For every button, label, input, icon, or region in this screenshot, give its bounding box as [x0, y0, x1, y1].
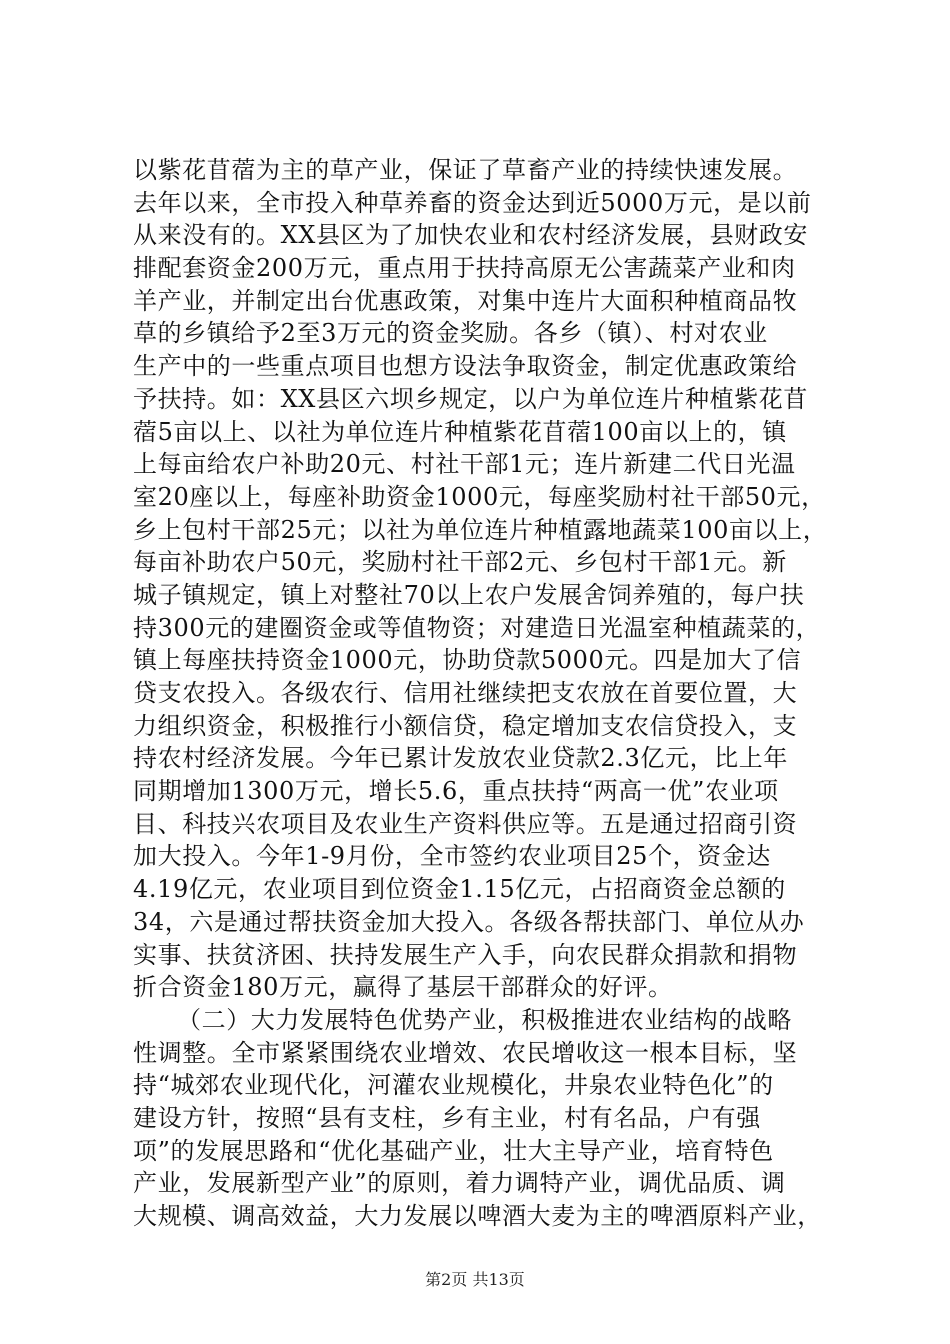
text-line: 镇上每座扶持资金1000元，协助贷款5000元。四是加大了信: [133, 646, 802, 675]
text-line: 城子镇规定，镇上对整社70以上农户发展舍饲养殖的，每户扶: [133, 580, 805, 609]
text-line: 持农村经济发展。今年已累计发放农业贷款2.3亿元，比上年: [133, 744, 788, 773]
text-line: 羊产业，并制定出台优惠政策，对集中连片大面积种植商品牧: [133, 286, 798, 315]
text-line: 折合资金180万元，赢得了基层干部群众的好评。: [133, 973, 673, 1002]
text-line: 目、科技兴农项目及农业生产资料供应等。五是通过招商引资: [133, 809, 798, 838]
text-line: 产业，发展新型产业”的原则，着力调特产业，调优品质、调: [133, 1169, 786, 1198]
paragraph-start-line: （二）大力发展特色优势产业，积极推进农业结构的战略: [177, 1005, 792, 1034]
text-line: 4.19亿元，农业项目到位资金1.15亿元，占招商资金总额的: [133, 875, 786, 904]
text-line: 以紫花苜蓿为主的草产业，保证了草畜产业的持续快速发展。: [133, 156, 798, 184]
text-line: 排配套资金200万元，重点用于扶持高原无公害蔬菜产业和肉: [133, 254, 796, 283]
text-line: 乡上包村干部25元；以社为单位连片种植露地蔬菜100亩以上，: [133, 515, 828, 544]
text-line: 生产中的一些重点项目也想方设法争取资金，制定优惠政策给: [133, 352, 798, 381]
text-line: 同期增加1300万元，增长5.6，重点扶持“两高一优”农业项: [133, 777, 779, 806]
text-line: 从来没有的。XX县区为了加快农业和农村经济发展，县财政安: [133, 221, 808, 250]
text-line: 实事、扶贫济困、扶持发展生产入手，向农民群众捐款和捐物: [133, 940, 798, 969]
text-line: 持“城郊农业现代化，河灌农业规模化，井泉农业特色化”的: [133, 1071, 774, 1100]
body-text: [133, 154, 833, 1233]
text-line: 贷支农投入。各级农行、信用社继续把支农放在首要位置，大: [133, 679, 798, 707]
text-line: 予扶持。如：XX县区六坝乡规定，以户为单位连片种植紫花苜: [133, 384, 808, 413]
text-line: 去年以来，全市投入种草养畜的资金达到近5000万元，是以前: [133, 188, 812, 217]
text-line: 34，六是通过帮扶资金加大投入。各级各帮扶部门、单位从办: [133, 907, 805, 936]
text-line: 每亩补助农户50元，奖励村社干部2元、乡包村干部1元。新: [133, 548, 787, 577]
text-line: 建设方针，按照“县有支柱，乡有主业，村有名品，户有强: [133, 1103, 761, 1132]
text-line: 草的乡镇给予2至3万元的资金奖励。各乡（镇）、村对农业: [133, 319, 768, 348]
text-line: 室20座以上，每座补助资金1000元，每座奖励村社干部50元，: [133, 482, 826, 511]
text-line: 蓿5亩以上、以社为单位连片种植紫花苜蓿100亩以上的，镇: [133, 417, 787, 446]
text-line: 持300元的建圈资金或等值物资；对建造日光温室种植蔬菜的，: [133, 613, 821, 642]
text-line: 项”的发展思路和“优化基础产业，壮大主导产业，培育特色: [133, 1136, 774, 1165]
text-line: 上每亩给农户补助20元、村社干部1元；连片新建二代日光温: [133, 450, 796, 479]
text-line: 性调整。全市紧紧围绕农业增效、农民增收这一根本目标，坚: [133, 1038, 798, 1067]
text-line: 大规模、调高效益，大力发展以啤酒大麦为主的啤酒原料产业，: [133, 1202, 822, 1230]
text-line: 加大投入。今年1-9月份，全市签约农业项目25个，资金达: [133, 842, 771, 871]
text-line: 力组织资金，积极推行小额信贷，稳定增加支农信贷投入，支: [133, 711, 798, 740]
page-footer: 第2页 共13页: [425, 1270, 525, 1289]
